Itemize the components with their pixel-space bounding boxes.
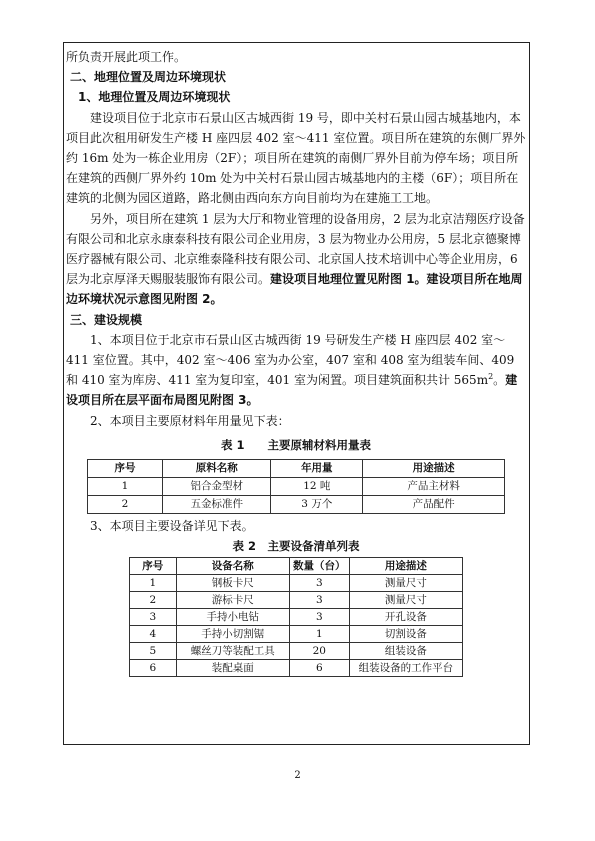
table-cell: 组装设备的工作平台 — [349, 660, 462, 677]
table-row — [130, 575, 463, 592]
table-cell: 产品配件 — [363, 496, 505, 514]
table-header-cell: 原料名称 — [163, 460, 271, 478]
scale-item-1-figure-ref: 建设项目所在层平面布局图见附图 3。 — [66, 373, 518, 408]
scale-item-1-text: 1、本项目位于北京市石景山区古城西街 19 号研发生产楼 H 座四层 402 室～411 室位置。其中，402 室～406 室为办公室，407 室和 408 室为组装车间、409 和 410 室为库房、411 室为复印室，401 室为闲置。项目建筑面积共计 565m — [66, 332, 515, 388]
table-cell: 产品主材料 — [363, 478, 505, 496]
equipment-table — [129, 557, 463, 677]
area-unit-superscript: 2 — [488, 372, 494, 382]
location-paragraph: 建设项目位于北京市石景山区古城西街 19 号，即中关村石景山园古城基地内，本项目此次租用研发生产楼 H 座四层 402 室～411 室位置。项目所在建筑的东侧厂界外约 16m 处为一栋企业用房（2F）；项目所在建筑的南侧厂界外目前为停车场；项目所在建筑的西侧厂界外约 10m 处为中关村石景山园古城基地内的主楼（6F）；项目所在建筑的北侧为园区道路，路北侧由西向东方向目前均为在建施工工地。 — [66, 110, 526, 206]
table-cell: 6 — [289, 660, 349, 677]
table-cell: 2 — [88, 496, 163, 514]
table-cell: 切割设备 — [349, 626, 462, 643]
table-cell: 螺丝刀等装配工具 — [176, 643, 289, 660]
table-row — [130, 592, 463, 609]
table-cell: 6 — [130, 660, 177, 677]
subsection-heading-location: 1、地理位置及周边环境现状 — [78, 90, 231, 105]
table-cell: 钢板卡尺 — [176, 575, 289, 592]
table-cell: 手持小电钻 — [176, 609, 289, 626]
table-header-cell: 用途描述 — [349, 558, 462, 575]
table-cell: 3 — [130, 609, 177, 626]
building-paragraph-text: 另外，项目所在建筑 1 层为大厅和物业管理的设备用房，2 层为北京洁翔医疗设备有限公司和北京永康泰科技有限公司企业用房，3 层为物业办公用房，5 层北京德聚博医疗器械有限公司、北京维泰隆科技有限公司、北京国人技术培训中心等企业用房，6 层为北京厚泽天赐服装服饰有限公司。 — [66, 211, 525, 287]
table-row — [130, 643, 463, 660]
table-cell: 装配桌面 — [176, 660, 289, 677]
page-number: 2 — [294, 770, 301, 781]
scale-item-1-end: 。 — [493, 373, 506, 388]
table-cell: 3 — [289, 609, 349, 626]
table-cell: 3 — [289, 575, 349, 592]
table-header-cell: 设备名称 — [176, 558, 289, 575]
scale-item-3: 3、本项目主要设备详见下表。 — [90, 519, 254, 534]
table-cell: 铝合金型材 — [163, 478, 271, 496]
table-header-cell: 数量（台） — [289, 558, 349, 575]
scale-item-2: 2、本项目主要原材料年用量见下表： — [90, 413, 290, 428]
table-cell: 5 — [130, 643, 177, 660]
section-heading-location: 二、地理位置及周边环境现状 — [70, 70, 227, 85]
table-row — [130, 626, 463, 643]
document-body — [66, 47, 526, 677]
table-header-row — [130, 558, 463, 575]
table1-caption: 表 1 主要原辅材料用量表 — [220, 437, 371, 452]
table-row — [130, 609, 463, 626]
table-row — [130, 660, 463, 677]
table-cell: 3 万个 — [271, 496, 363, 514]
table-cell: 20 — [289, 643, 349, 660]
table-row — [88, 496, 505, 514]
table-header-cell: 序号 — [88, 460, 163, 478]
table-cell: 开孔设备 — [349, 609, 462, 626]
lead-line: 所负责开展此项工作。 — [66, 50, 187, 64]
scale-item-1 — [66, 330, 526, 411]
table-cell: 游标卡尺 — [176, 592, 289, 609]
table-cell: 组装设备 — [349, 643, 462, 660]
building-paragraph-figure-ref: 建设项目地理位置见附图 1。建设项目所在地周边环境状况示意图见附图 2。 — [66, 272, 523, 307]
table-cell: 测量尺寸 — [349, 592, 462, 609]
raw-materials-table — [87, 459, 505, 514]
table-cell: 2 — [130, 592, 177, 609]
table-cell: 手持小切割锯 — [176, 626, 289, 643]
table-cell: 1 — [130, 575, 177, 592]
table-cell: 1 — [289, 626, 349, 643]
table-cell: 4 — [130, 626, 177, 643]
table-cell: 3 — [289, 592, 349, 609]
table-header-row — [88, 460, 505, 478]
table-cell: 五金标准件 — [163, 496, 271, 514]
section-heading-scale: 三、建设规模 — [70, 312, 143, 327]
table-header-cell: 年用量 — [271, 460, 363, 478]
table-header-cell: 用途描述 — [363, 460, 505, 478]
building-paragraph — [66, 209, 526, 310]
table-header-cell: 序号 — [130, 558, 177, 575]
table2-caption: 表 2 主要设备清单列表 — [232, 539, 360, 554]
table-cell: 12 吨 — [271, 478, 363, 496]
table-cell: 1 — [88, 478, 163, 496]
table-cell: 测量尺寸 — [349, 575, 462, 592]
table-row — [88, 478, 505, 496]
